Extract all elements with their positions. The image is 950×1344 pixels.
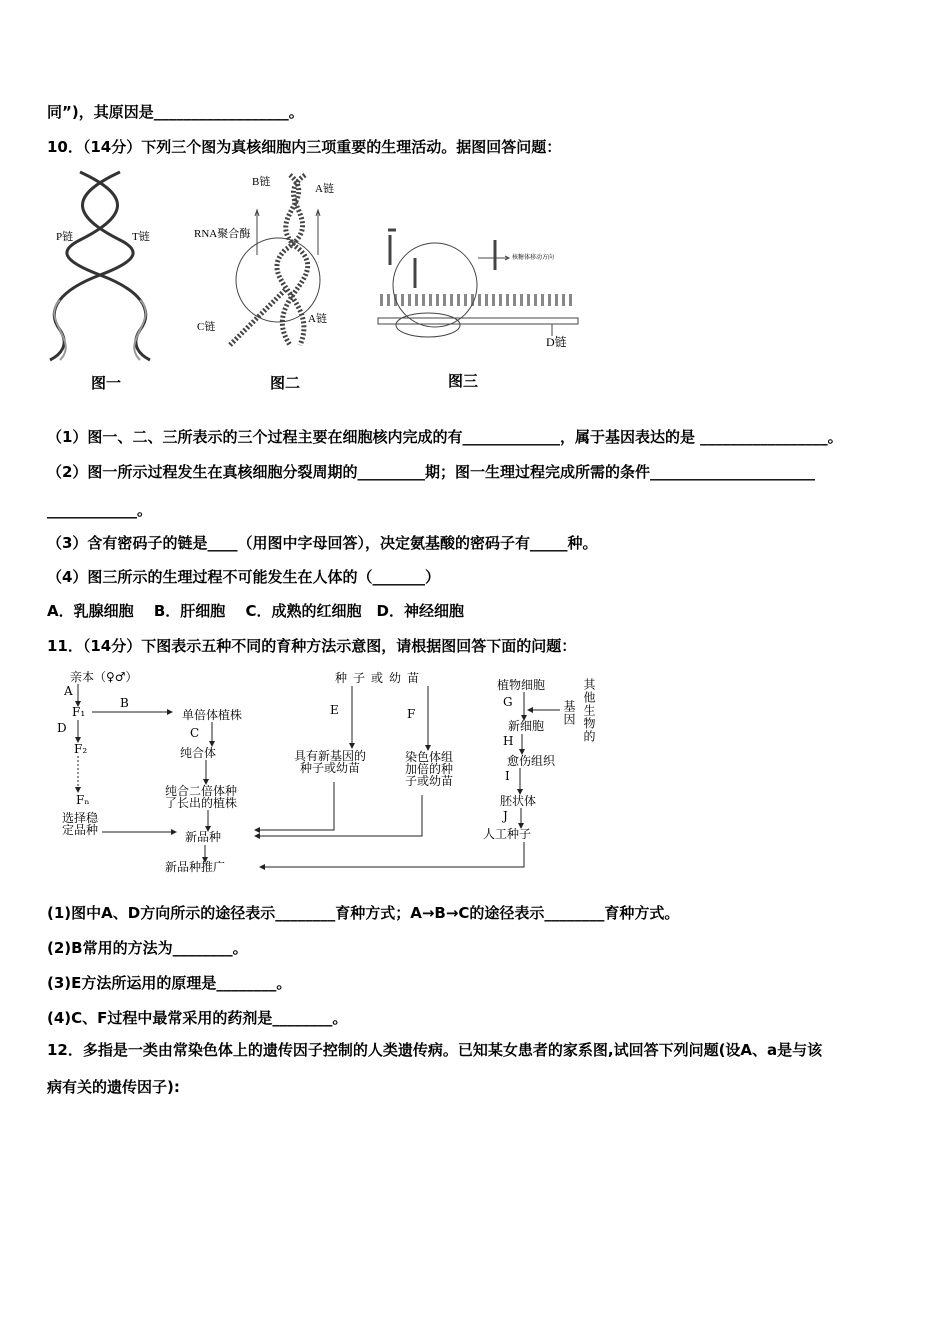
d-chain-label: D链 xyxy=(546,335,567,349)
label-f: F xyxy=(407,707,416,721)
q11-part3: (3)E方法所运用的原理是________。 xyxy=(47,974,292,992)
q10-options: A．乳腺细胞 B．肝细胞 C．成熟的红细胞 D．神经细胞 xyxy=(47,602,464,620)
c-chain-label: C链 xyxy=(197,321,216,333)
p-chain-label: P链 xyxy=(56,231,74,243)
node-homozygote: 纯合体 xyxy=(180,746,217,760)
rna-polymerase-label: RNA聚合酶 xyxy=(194,228,251,240)
q9-tail: 同”)，其原因是__________________。 xyxy=(47,103,304,121)
node-select-stable: 选择稳定品种 xyxy=(62,811,99,837)
ribosome-direction-label: 核糖体移动方向 xyxy=(512,255,555,261)
label-h: H xyxy=(503,734,514,748)
node-artificial-seed: 人工种子 xyxy=(483,827,532,841)
node-new-cell: 新细胞 xyxy=(508,719,545,733)
q10-part4: （4）图三所示的生理过程不可能发生在人体的（_______） xyxy=(47,568,440,586)
label-g: G xyxy=(503,695,513,709)
label-j: J xyxy=(503,809,508,823)
q11-part4: (4)C、F过程中最常采用的药剂是________。 xyxy=(47,1009,348,1027)
q11-part1: (1)图中A、D方向所示的途径表示________育种方式；A→B→C的途径表示________育种方式。 xyxy=(47,904,680,922)
b-chain-label: B链 xyxy=(252,176,271,188)
label-d: D xyxy=(57,721,67,735)
q10-part2: （2）图一所示过程发生在真核细胞分裂周期的_________期；图一生理过程完成所需的条件______________________ xyxy=(47,463,815,481)
node-plant-cell: 植物细胞 xyxy=(497,678,546,692)
caption-fig3: 图三 xyxy=(448,372,479,390)
node-new-gene: 具有新基因的种子或幼苗 xyxy=(293,749,366,775)
node-parent: 亲本（♀♂） xyxy=(70,670,138,684)
label-b: B xyxy=(120,696,129,710)
q12-stem-cont: 病有关的遗传因子): xyxy=(47,1078,180,1096)
q11-part2: (2)B常用的方法为________。 xyxy=(47,939,248,957)
label-e: E xyxy=(330,703,339,717)
q10-part2-cont: ____________。 xyxy=(47,501,153,519)
node-fn: Fₙ xyxy=(76,793,90,807)
node-embryoid: 胚状体 xyxy=(500,794,537,808)
node-f2: F₂ xyxy=(74,742,88,756)
node-seed: 种子或幼苗 xyxy=(335,671,426,685)
q10-part3: （3）含有密码子的链是____（用图中字母回答），决定氨基酸的密码子有_____种。 xyxy=(47,534,598,552)
node-doubled: 染色体组加倍的种子或幼苗 xyxy=(404,750,453,788)
a-chain-label: A链 xyxy=(315,183,334,195)
node-callus: 愈伤组织 xyxy=(507,754,556,768)
q11-stem: 11．（14分）下图表示五种不同的育种方法示意图，请根据图回答下面的问题： xyxy=(47,637,577,655)
caption-fig2: 图二 xyxy=(270,374,301,392)
q10-part1: （1）图一、二、三所表示的三个过程主要在细胞核内完成的有_____________，属于基因表达的是 _________________。 xyxy=(47,428,843,446)
node-promote: 新品种推广 xyxy=(165,860,226,874)
q10-stem: 10．（14分）下列三个图为真核细胞内三项重要的生理活动。据图回答问题： xyxy=(47,138,562,156)
node-haploid: 单倍体植株 xyxy=(182,708,243,722)
t-chain-label: T链 xyxy=(132,231,150,243)
label-i: I xyxy=(505,769,510,783)
q12-stem: 12．多指是一类由常染色体上的遗传因子控制的人类遗传病。已知某女患者的家系图,试回答下列问题(设A、a是与该 xyxy=(47,1041,823,1059)
label-a: A xyxy=(64,684,73,698)
node-new-variety: 新品种 xyxy=(185,830,222,844)
node-diploid-line2: 了长出的植株 xyxy=(165,796,238,810)
node-diploid-line1: 纯合二倍体种 xyxy=(165,784,238,798)
node-other-gene-col2: 基因 xyxy=(562,700,576,726)
a-chain-label-2: A链 xyxy=(308,313,327,325)
node-f1: F₁ xyxy=(72,705,86,719)
caption-fig1: 图一 xyxy=(91,374,122,392)
node-other-gene-col1: 其他生物的 xyxy=(582,678,596,743)
label-c: C xyxy=(190,726,200,740)
